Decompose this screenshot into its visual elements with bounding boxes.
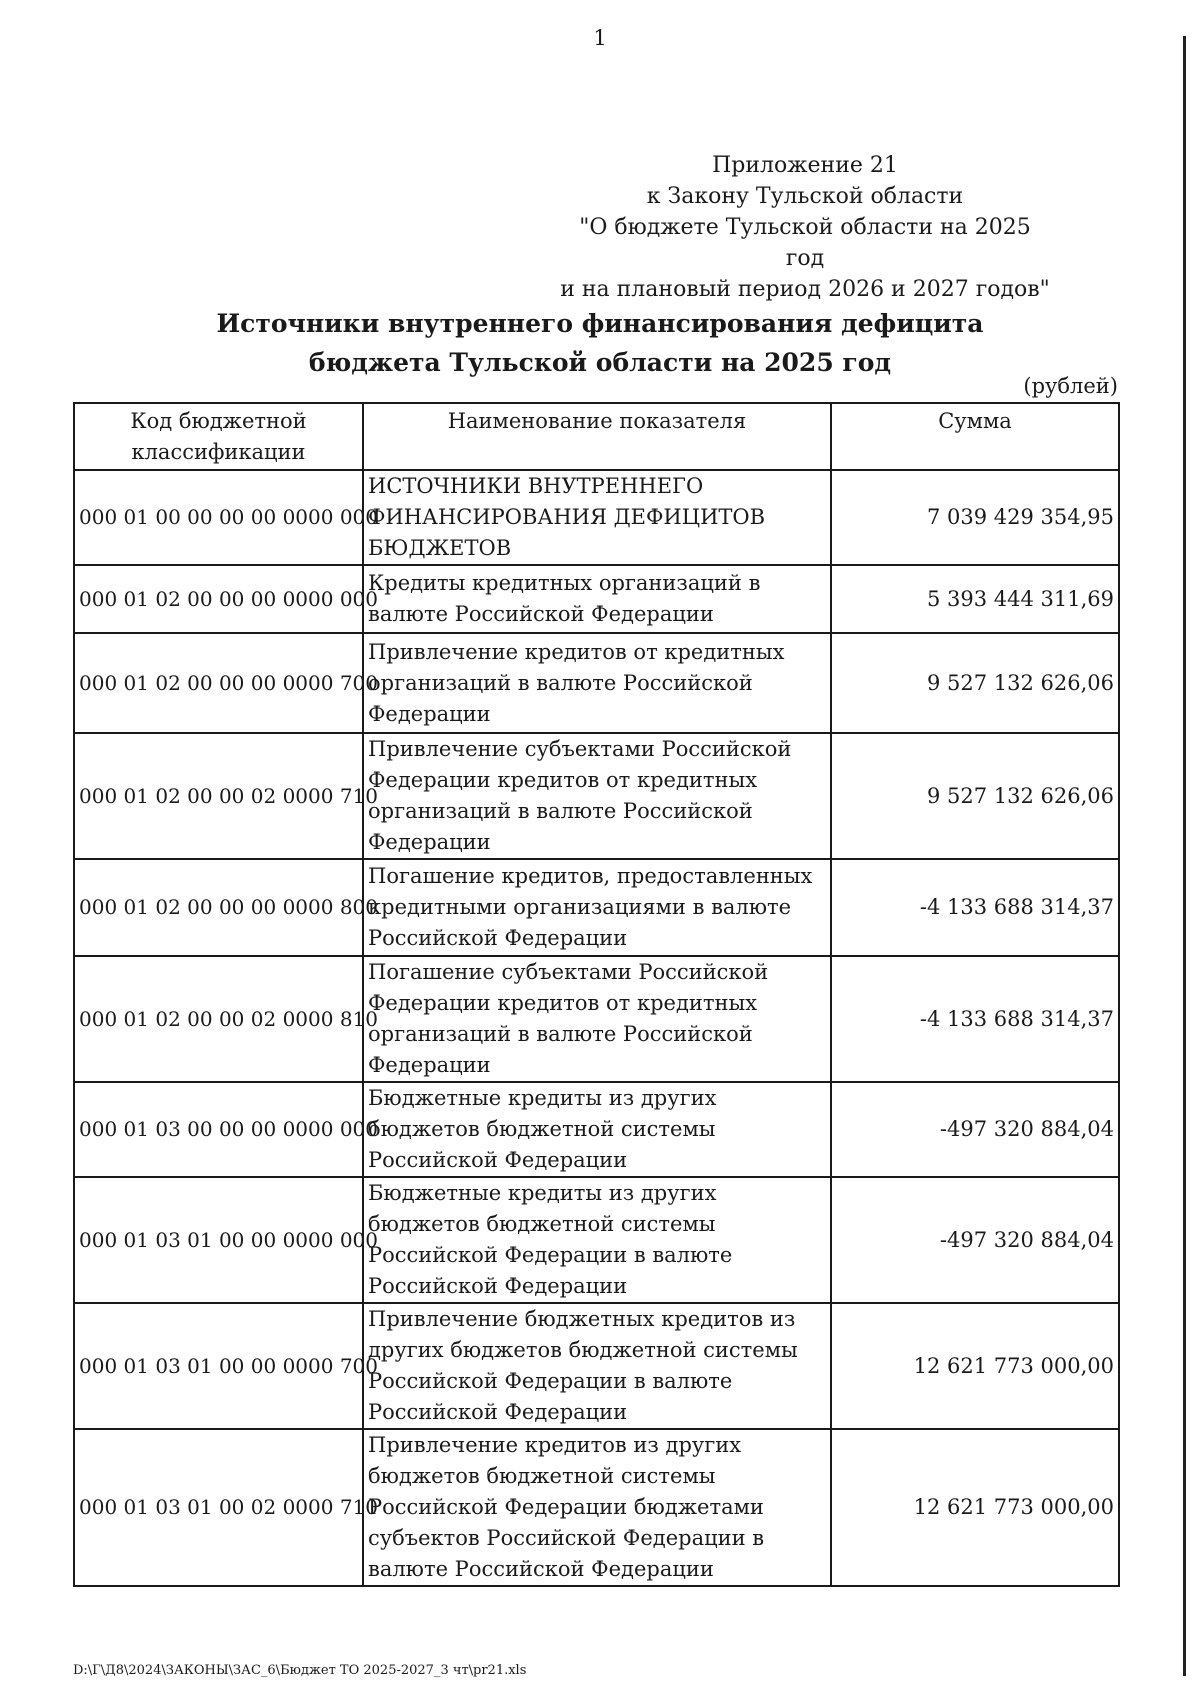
- code-cell: 000 01 03 01 00 00 0000 700: [74, 1303, 363, 1429]
- name-cell: Погашение кредитов, предоставленных кредитными организациями в валюте Российской Федерации: [363, 859, 831, 956]
- table-row: [74, 633, 1119, 733]
- amount-cell: -497 320 884,04: [831, 1082, 1119, 1177]
- page-number: 1: [593, 26, 607, 50]
- scan-edge-line: [1183, 36, 1186, 1676]
- header-name: Наименование показателя: [363, 403, 831, 470]
- table-row: [74, 859, 1119, 956]
- title-line: Источники внутреннего финансирования дефицита: [216, 309, 984, 338]
- amount-cell: 9 527 132 626,06: [831, 733, 1119, 859]
- appendix-line: Приложение 21: [712, 153, 898, 178]
- header-amount: Сумма: [831, 403, 1119, 470]
- amount-cell: -4 133 688 314,37: [831, 956, 1119, 1082]
- appendix-line: "О бюджете Тульской области на 2025 год: [579, 215, 1031, 271]
- name-cell: Погашение субъектами Российской Федерации кредитов от кредитных организаций в валюте Российской Федерации: [363, 956, 831, 1082]
- amount-cell: 12 621 773 000,00: [831, 1303, 1119, 1429]
- table-row: [74, 565, 1119, 633]
- name-cell: Привлечение кредитов от кредитных организаций в валюте Российской Федерации: [363, 633, 831, 733]
- code-cell: 000 01 03 01 00 00 0000 000: [74, 1177, 363, 1303]
- name-cell: Привлечение бюджетных кредитов из других бюджетов бюджетной системы Российской Федерации в валюте Российской Федерации: [363, 1303, 831, 1429]
- table-row: [74, 956, 1119, 1082]
- amount-cell: -4 133 688 314,37: [831, 859, 1119, 956]
- name-cell: ИСТОЧНИКИ ВНУТРЕННЕГО ФИНАНСИРОВАНИЯ ДЕФИЦИТОВ БЮДЖЕТОВ: [363, 470, 831, 565]
- table-row: [74, 1177, 1119, 1303]
- budget-sources-table: [73, 402, 1120, 1587]
- table-row: [74, 470, 1119, 565]
- table-row: [74, 1303, 1119, 1429]
- code-cell: 000 01 02 00 00 02 0000 810: [74, 956, 363, 1082]
- table-row: [74, 1429, 1119, 1586]
- table-header-row: [74, 403, 1119, 470]
- code-cell: 000 01 02 00 00 00 0000 700: [74, 633, 363, 733]
- code-cell: 000 01 02 00 00 00 0000 800: [74, 859, 363, 956]
- amount-cell: 7 039 429 354,95: [831, 470, 1119, 565]
- appendix-line: и на плановый период 2026 и 2027 годов": [560, 277, 1050, 302]
- name-cell: Бюджетные кредиты из других бюджетов бюджетной системы Российской Федерации в валюте Российской Федерации: [363, 1177, 831, 1303]
- footer-file-path: D:\Г\Д8\2024\ЗАКОНЫ\ЗАС_6\Бюджет ТО 2025-2027_3 чт\pr21.xls: [73, 1663, 527, 1678]
- code-cell: 000 01 03 01 00 02 0000 710: [74, 1429, 363, 1586]
- amount-cell: 5 393 444 311,69: [831, 565, 1119, 633]
- name-cell: Кредиты кредитных организаций в валюте Российской Федерации: [363, 565, 831, 633]
- code-cell: 000 01 02 00 00 00 0000 000: [74, 565, 363, 633]
- amount-cell: -497 320 884,04: [831, 1177, 1119, 1303]
- unit-note: (рублей): [1023, 374, 1118, 398]
- appendix-line: к Закону Тульской области: [646, 184, 964, 209]
- name-cell: Бюджетные кредиты из других бюджетов бюджетной системы Российской Федерации: [363, 1082, 831, 1177]
- table-row: [74, 1082, 1119, 1177]
- amount-cell: 12 621 773 000,00: [831, 1429, 1119, 1586]
- name-cell: Привлечение субъектами Российской Федерации кредитов от кредитных организаций в валюте Российской Федерации: [363, 733, 831, 859]
- title-line: бюджета Тульской области на 2025 год: [308, 348, 892, 377]
- appendix-header: [560, 150, 1050, 305]
- document-title: [140, 304, 1060, 382]
- code-cell: 000 01 00 00 00 00 0000 000: [74, 470, 363, 565]
- table-row: [74, 733, 1119, 859]
- name-cell: Привлечение кредитов из других бюджетов бюджетной системы Российской Федерации бюджетами субъектов Российской Федерации в валюте Российской Федерации: [363, 1429, 831, 1586]
- header-code: Код бюджетной классификации: [74, 403, 363, 470]
- code-cell: 000 01 02 00 00 02 0000 710: [74, 733, 363, 859]
- code-cell: 000 01 03 00 00 00 0000 000: [74, 1082, 363, 1177]
- amount-cell: 9 527 132 626,06: [831, 633, 1119, 733]
